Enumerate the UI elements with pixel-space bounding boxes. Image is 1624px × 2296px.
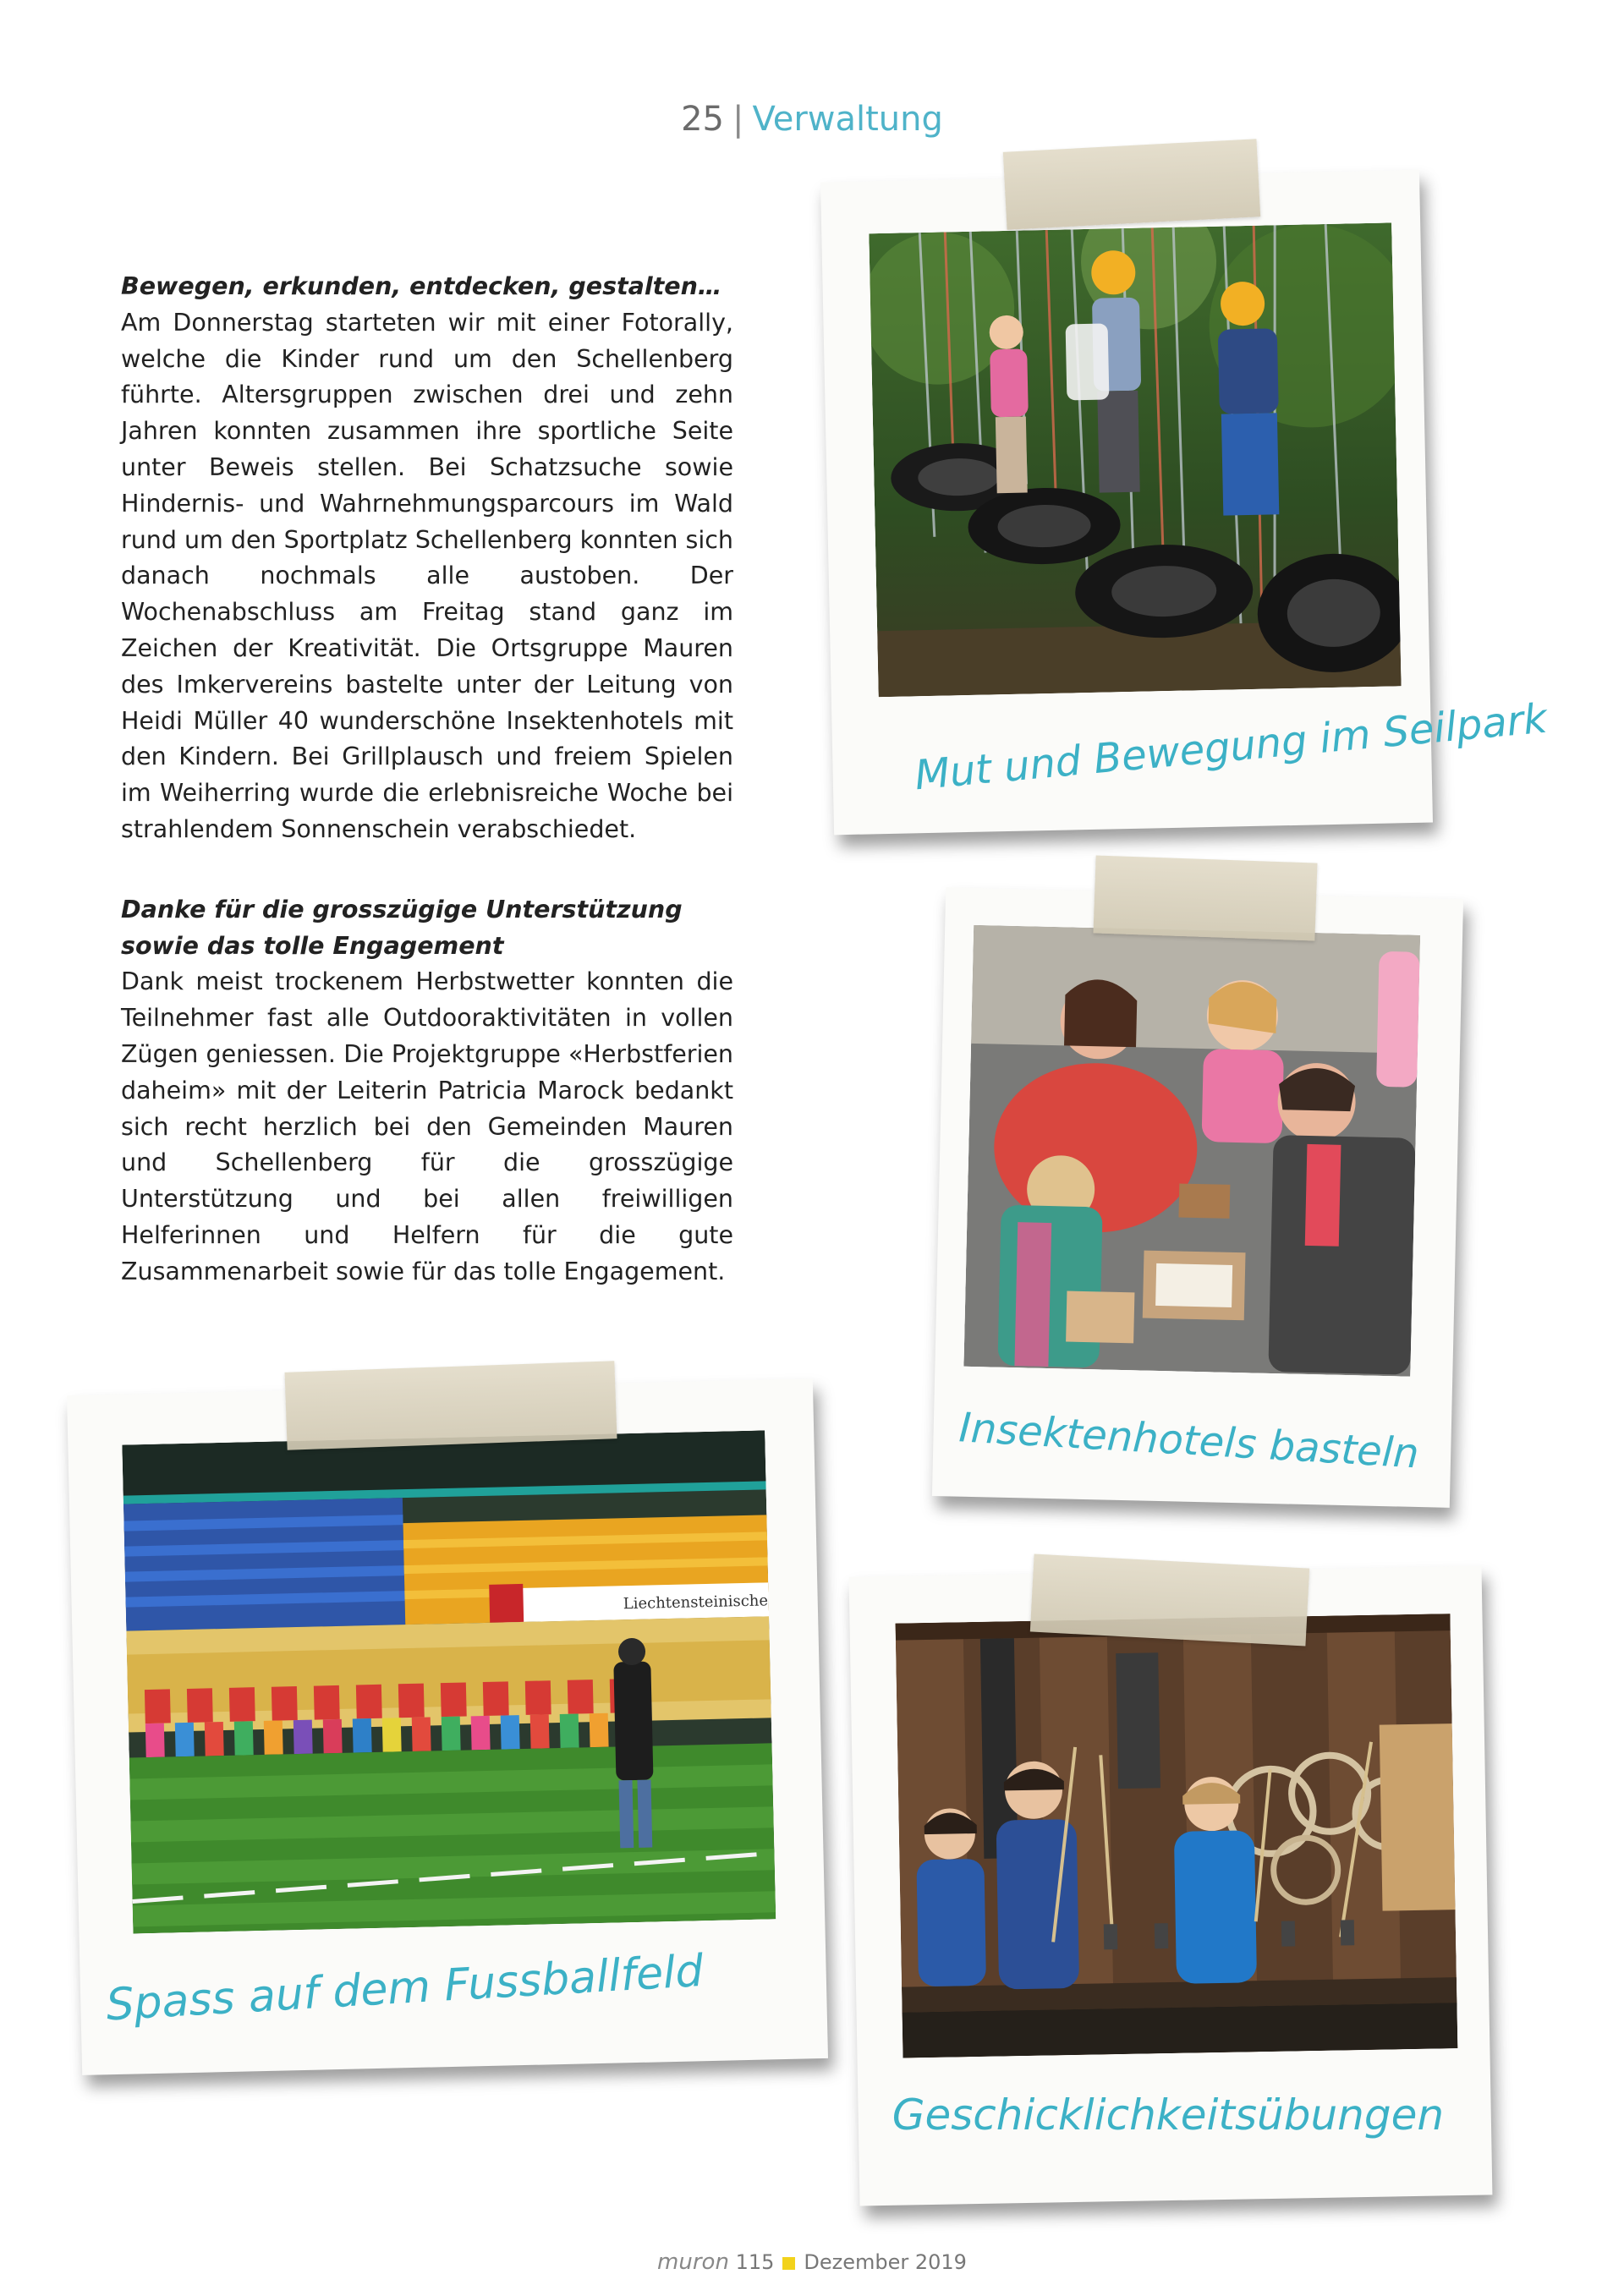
photo-insekten — [963, 925, 1420, 1377]
photo-fussball — [122, 1430, 776, 1933]
polaroid-insekten — [932, 887, 1463, 1508]
tape-geschick — [1030, 1554, 1309, 1647]
polaroid-fussball — [67, 1378, 828, 2075]
page-footer — [0, 2249, 1624, 2275]
geschick-image — [896, 1614, 1458, 2058]
polaroid-geschick — [849, 1566, 1493, 2206]
issue-date: Dezember 2019 — [804, 2250, 967, 2274]
article-paragraph-1: Am Donnerstag starteten wir mit einer Fotorally, welche die Kinder rund um den Schellenberg führte. Altersgruppen zwischen drei und zehn Jahren konnten zusammen ihre sportliche Seite unter Beweis stellen. Bei Schatzsuche sowie Hindernis- und Wahrnehmungsparcours im Wald rund um den Sportplatz Schellenberg konnten sich danach nochmals alle austoben. Der Wochenabschluss am Freitag stand ganz im Zeichen der Kreativität. Die Ortsgruppe Mauren des Imkervereins bastelte unter der Leitung von Heidi Müller 40 wunderschöne Insektenhotels mit den Kindern. Bei Grillplausch und freiem Spielen im Weiherring wurde die erlebnisreiche Woche bei strahlendem Sonnenschein verabschiedet. — [121, 308, 733, 843]
photo-geschick — [896, 1614, 1458, 2058]
tape-fussball — [285, 1361, 617, 1450]
article-heading-1: Bewegen, erkunden, entdecken, gestalten… — [121, 272, 722, 300]
article-heading-2: Danke für die grosszügige Unterstützung sowie das tolle Engagement — [121, 895, 683, 960]
polaroid-seilpark — [820, 170, 1550, 836]
article-paragraph-2: Dank meist trockenem Herbstwetter konnten die Teilnehmer fast alle Outdooraktivitäten in vollen Zügen geniessen. Die Projektgruppe «Herbstferien daheim» mit der Leiterin Patricia Marock bedankt sich recht herzlich bei den Gemeinden Mauren und Schellenberg für die grosszügige Unterstützung und bei allen freiwilligen Helferinnen und Helfern für die gute Zusammenarbeit sowie für das tolle Engagement. — [121, 967, 733, 1285]
caption-geschick: Geschicklichkeitsübungen — [892, 2091, 1445, 2140]
seilpark-image — [869, 222, 1401, 697]
magazine-name: muron — [657, 2249, 729, 2275]
article-text — [121, 269, 733, 1290]
section-title: Verwaltung — [752, 100, 943, 139]
footer-square-icon — [782, 2257, 795, 2270]
header-separator: | — [732, 100, 744, 139]
paragraph-gap — [121, 848, 733, 892]
stadium-banner-text: Liechtensteinische — [623, 1592, 769, 1614]
photo-seilpark — [869, 222, 1401, 697]
insekten-image — [963, 925, 1420, 1377]
caption-seilpark: Mut und Bewegung im Seilpark — [913, 694, 1550, 800]
issue-number: 115 — [735, 2250, 775, 2274]
page-header — [0, 100, 1624, 139]
tape-insekten — [1093, 855, 1317, 940]
caption-insekten: Insektenhotels basteln — [957, 1404, 1421, 1478]
page-number: 25 — [681, 100, 724, 139]
fussball-image — [122, 1430, 776, 1933]
tape-seilpark — [1003, 139, 1260, 230]
caption-fussball: Spass auf dem Fussballfeld — [104, 1945, 705, 2031]
